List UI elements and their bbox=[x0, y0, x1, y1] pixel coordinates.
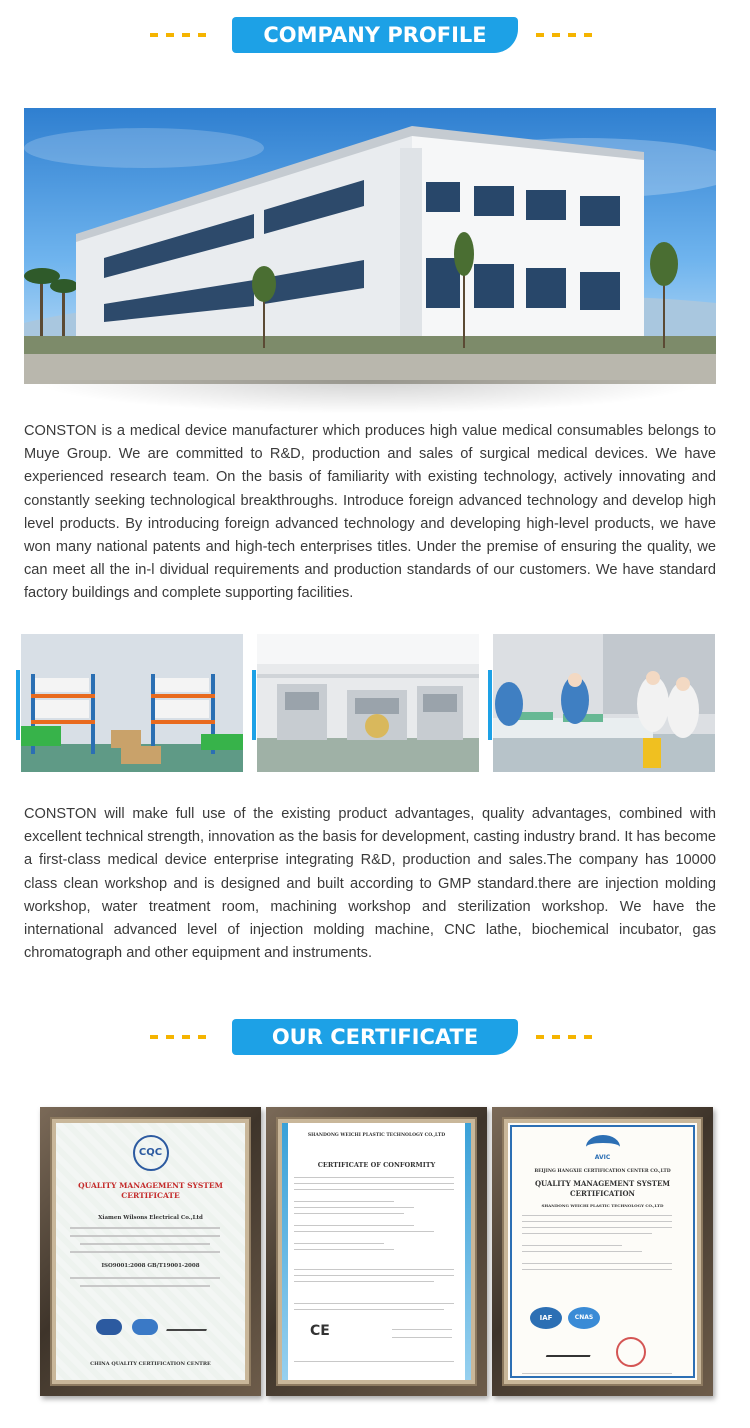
cnas-badge-icon: CNAS bbox=[568, 1307, 600, 1329]
cqc-logo: CQC bbox=[133, 1135, 169, 1171]
certificate-of-conformity-ce bbox=[266, 1107, 487, 1396]
production-workers-photo bbox=[493, 634, 715, 772]
certificate-title: QUALITY MANAGEMENT SYSTEM bbox=[78, 1181, 223, 1190]
hero-image-shadow bbox=[30, 380, 710, 414]
company-intro-paragraph: CONSTON is a medical device manufacturer which produces high value medical consumables belongs to Muye Group. We are committed to R&D, production and sales of surgical medical devices. We have experienced research team. On the basis of familiarity with existing technology, actively innovating and constantly seeking technological breakthroughs. Introduce foreign advanced technology and develop high level products. By introducing foreign advanced technology and developing high-level products, we have won many national patents and high-tech enterprises titles. Under the premise of ensuring the quality, we can meet all the in-l dividual requirements and production standards of our customers. We have standard factory buildings and complete supporting facilities. bbox=[24, 423, 716, 602]
certificate-title: QUALITY MANAGEMENT SYSTEM bbox=[534, 1179, 671, 1188]
decorative-side-band bbox=[282, 1123, 288, 1380]
certificate-subtitle: CERTIFICATION bbox=[570, 1189, 635, 1198]
certificate-footer: CHINA QUALITY CERTIFICATION CENTRE bbox=[90, 1361, 211, 1367]
gallery-accent-bar bbox=[488, 670, 492, 740]
avic-logo: AVIC bbox=[586, 1135, 620, 1159]
certificate-company: SHANDONG WEICHI PLASTIC TECHNOLOGY CO.,LTD bbox=[541, 1203, 664, 1208]
iaf-badge-icon: IAF bbox=[530, 1307, 562, 1329]
ce-mark-icon: CE bbox=[310, 1323, 330, 1339]
signature-icon bbox=[166, 1321, 210, 1331]
section-title-company-profile: COMPANY PROFILE bbox=[232, 17, 518, 53]
red-seal-icon bbox=[616, 1337, 646, 1367]
warehouse-photo bbox=[21, 634, 243, 772]
decorative-dashes-left bbox=[150, 33, 212, 37]
decorative-side-band bbox=[465, 1123, 471, 1380]
clean-workshop-photo bbox=[257, 634, 479, 772]
certificate-subtitle: CERTIFICATE bbox=[121, 1191, 180, 1200]
company-advantages-paragraph: CONSTON will make full use of the existing product advantages, quality advantages, combined with excellent technical strength, innovation as the basis for development, casting industry brand. It has become a first-class medical device enterprise integrating R&D, production and sales.The company has 10000 class clean workshop and is designed and built according to GMP standard.there are injection molding workshop, water treatment room, machining workshop and sterilization workshop. We have the international advanced level of injection molding machine, CNC lathe, biochemical incubator, gas chromatograph and other equipment and instruments. bbox=[24, 806, 716, 962]
certificate-quality-management-cqc bbox=[40, 1107, 261, 1396]
company-profile-header bbox=[0, 15, 750, 55]
certificate-standard: ISO9001:2008 GB/T19001-2008 bbox=[101, 1263, 200, 1269]
cnas-badge-icon bbox=[132, 1319, 158, 1335]
gallery-accent-bar bbox=[16, 670, 20, 740]
section-title-our-certificate: OUR CERTIFICATE bbox=[232, 1019, 518, 1055]
decorative-dashes-right bbox=[536, 1035, 598, 1039]
certificate-header: BEIJING HANGXIE CERTIFICATION CENTER CO.,LTD bbox=[534, 1169, 671, 1174]
certificate-quality-management-avic bbox=[492, 1107, 713, 1396]
decorative-dashes-left bbox=[150, 1035, 212, 1039]
signature-icon bbox=[546, 1345, 594, 1357]
factory-building-image bbox=[24, 108, 716, 384]
certificate-title: CERTIFICATE OF CONFORMITY bbox=[317, 1161, 436, 1169]
gallery-accent-bar bbox=[252, 670, 256, 740]
our-certificate-header bbox=[0, 1017, 750, 1057]
iaf-badge-icon bbox=[96, 1319, 122, 1335]
decorative-dashes-right bbox=[536, 33, 598, 37]
certificate-header: SHANDONG WEICHI PLASTIC TECHNOLOGY CO.,LTD bbox=[307, 1133, 446, 1138]
certificate-company: Xiamen Wilsons Electrical Co.,Ltd bbox=[98, 1215, 203, 1221]
